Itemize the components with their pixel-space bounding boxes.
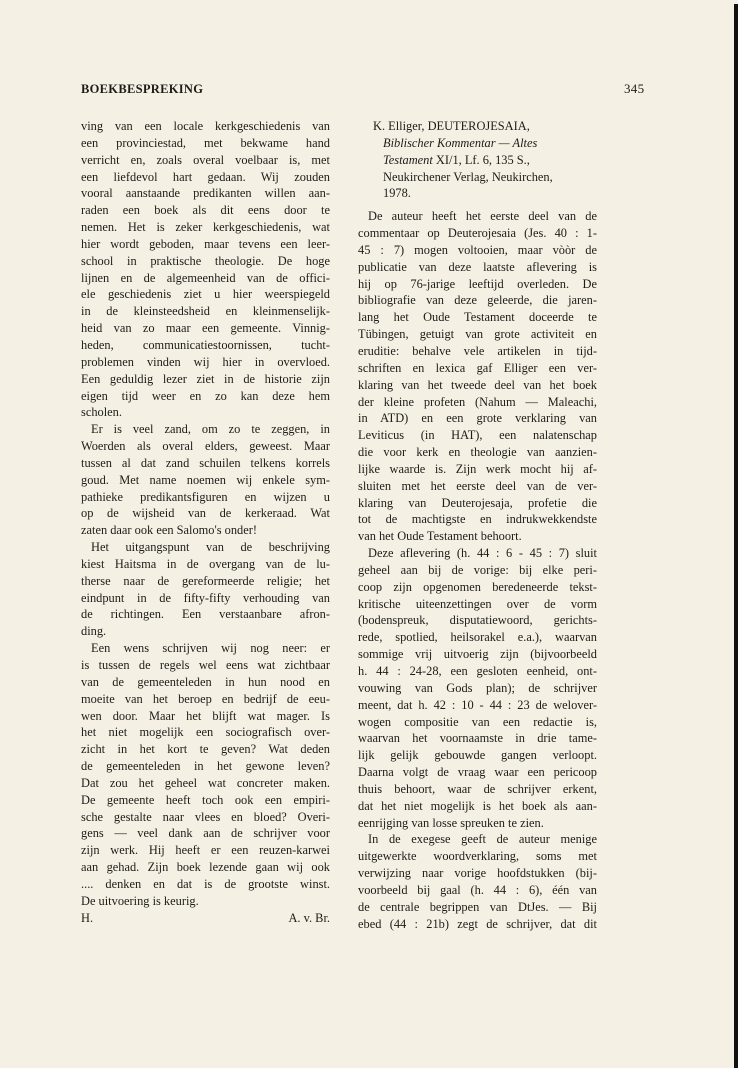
text-line: pathieke predikantsfiguren en wijzen u <box>81 489 330 504</box>
text-line: commentaar op Deuterojesaia (Jes. 40 : 1- <box>358 226 597 241</box>
reference-title: DEUTEROJESAIA, <box>427 119 530 133</box>
text-line: school in praktische theologie. De hoge <box>81 253 330 268</box>
text-line: lijke waarde is. Zijn werk mocht hij af- <box>358 461 597 476</box>
text-line: In de exegese geeft de auteur menige <box>368 832 597 847</box>
text-line: ving van een locale kerkgeschiedenis van <box>81 119 330 133</box>
text-line: rede, spotlied, heilsorakel e.a.), waarvan <box>358 630 597 645</box>
reference-line <box>373 135 597 152</box>
text-line: gens — veel dank aan de schrijver voor <box>81 826 330 841</box>
text-line: wogen compositie van een redactie is, <box>358 714 597 729</box>
text-line: Deze aflevering (h. 44 : 6 - 45 : 7) sluit <box>368 546 597 561</box>
text-line: raden een boek als dit eens door te <box>81 203 330 218</box>
text-line: kiest Haitsma in de overgang van de lu- <box>81 556 330 571</box>
text-line: nemen. Het is zeker kerkgeschiedenis, wat <box>81 220 330 235</box>
text-line: uitgewerkte woordverklaring, soms met <box>358 849 597 864</box>
text-line: lang het Oude Testament doceerde te <box>358 310 597 325</box>
text-line: problemen vinden wij hier in overvloed. <box>81 354 330 369</box>
text-line: sche gestalte naar vlees en bloed? Overi- <box>81 809 330 824</box>
text-line: voorbeeld bij gaal (h. 44 : 6), één van <box>358 882 597 897</box>
text-line: sluiten met het eerste deel van de ver- <box>358 478 597 493</box>
text-line: een liefdevol hart gedaan. Wij zouden <box>81 169 330 184</box>
signature <box>81 910 330 927</box>
text-line: eindpunt in de fifty-fifty verhouding van <box>81 590 330 605</box>
text-line: eigen tijd weer en zo kan deze hem <box>81 388 330 403</box>
reference-year: 1978. <box>383 186 411 201</box>
text-line: De gemeente heeft toch ook een empiri- <box>81 792 330 807</box>
text-line: scholen. <box>81 405 122 420</box>
text-line: in ATD) en een grote verklaring van <box>358 411 597 426</box>
text-line: zaten daar ook een Salomo's onder! <box>81 523 257 538</box>
reference-line <box>373 152 597 169</box>
text-line: Een wens schrijven wij nog neer: er <box>91 641 330 656</box>
text-line: klaring van Deuterojesaja, profetie die <box>358 495 597 510</box>
text-line: waarvan het voornaamste in drie tame- <box>358 731 597 746</box>
text-line: Een geduldig lezer ziet in de historie zijn <box>81 371 330 386</box>
text-line: coop zijn opgenomen beredeneerde tekst- <box>358 579 597 594</box>
text-line: heden, communicatiestoornissen, tucht- <box>81 337 330 352</box>
running-head: BOEKBESPREKING <box>81 82 204 96</box>
page-number: 345 <box>624 81 645 96</box>
text-line: lijnen en de algemeenheid van de offici- <box>81 270 330 285</box>
signature-author: A. v. Br. <box>288 910 330 925</box>
text-line: is tussen de regels wel eens wat zichtbaar <box>81 658 330 672</box>
text-line: Dat zou het geheel wat concreter maken. <box>81 775 330 790</box>
text-line: wen door. Maar het blijft wat mager. Is <box>81 708 330 723</box>
text-line: die voor kerk en theologie van aanzien- <box>358 445 597 460</box>
reference-series-2: Testament <box>383 152 433 167</box>
book-reference <box>358 118 597 202</box>
text-line: eenrijging van losse spreuken te zien. <box>358 815 544 830</box>
text-line: ele geschiedenis ziet u hier weerspiegeld <box>81 287 330 302</box>
text-line: ding. <box>81 624 107 639</box>
text-line: klaring van het tweede deel van het boek <box>358 377 597 392</box>
text-line: dat het niet mogelijk is het boek als aan- <box>358 798 597 813</box>
text-line: verwijzing naar vorige hoofdstukken (bij- <box>358 866 597 881</box>
text-line: zicht in het kort te geven? Wat deden <box>81 742 330 757</box>
text-line: verricht en, zoals overal voelbaar is, met <box>81 152 330 167</box>
text-line: lijk gelijk gebouwde gangen verloopt. <box>358 748 597 763</box>
text-line: van het Oude Testament behoort. <box>358 529 522 544</box>
reference-line <box>373 118 597 135</box>
text-line: meent, dat h. 42 : 10 - 44 : 23 de welover- <box>358 697 597 712</box>
text-line: op de wijsheid van de kerkeraad. Wat <box>81 506 330 521</box>
right-column <box>358 118 597 933</box>
text-line: De auteur heeft het eerste deel van de <box>368 209 597 224</box>
text-line: de richtingen. Een verstaanbare afron- <box>81 607 330 622</box>
text-line: van de gemeenteleden in hun nood en <box>81 674 330 689</box>
text-line: aan gehad. Zijn boek lezende gaan wij ook <box>81 860 330 875</box>
reference-volume: XI/1, Lf. 6, 135 S., <box>435 152 530 167</box>
text-line: schriften en lexica gaf Elliger een ver- <box>358 360 597 375</box>
text-line: Daarna volgt de vraag waar een pericoop <box>358 765 597 780</box>
text-line: zijn werk. Hij heeft er een reuzen-karwei <box>81 843 330 858</box>
text-line: 45 : 7) mogen voltooien, maar vòòr de <box>358 242 597 257</box>
signature-place: H. <box>81 910 94 925</box>
text-line: (bodenspreuk, disputatiewoord, gerichts- <box>358 613 597 628</box>
text-line: therse naar de gereformeerde religie; het <box>81 573 330 588</box>
reference-publisher: Neukirchener Verlag, Neukirchen, <box>383 169 553 184</box>
left-column <box>81 118 330 927</box>
text-line: Het uitgangspunt van de beschrijving <box>91 540 330 555</box>
text-line: heid van zo maar een gemeente. Vinnig- <box>81 321 330 336</box>
reference-author: K. Elliger, <box>373 119 425 133</box>
reference-series: Biblischer Kommentar — Altes <box>383 135 538 150</box>
text-line: h. 44 : 24-28, een gesloten eenheid, ont- <box>358 664 597 678</box>
text-line: goud. Met name noemen wij enkele sym- <box>81 472 330 487</box>
text-line: De uitvoering is keurig. <box>81 893 199 908</box>
page-edge-shadow <box>734 4 738 1068</box>
text-line: hier wordt geboden, maar tevens een leer- <box>81 236 330 251</box>
text-line: thuis behoort, waar de schrijver erkent, <box>358 781 597 796</box>
text-line: een provinciestad, met bekwame hand <box>81 135 330 150</box>
text-line: kritische uiteenzettingen over de vorm <box>358 596 597 611</box>
text-line: tussen al dat zand schuilen telkens korrels <box>81 455 330 470</box>
text-line: Woerden als overal elders, geweest. Maar <box>81 439 330 454</box>
text-line: het niet mogelijk een sociografisch over- <box>81 725 330 740</box>
text-line: de centrale begrippen van DtJes. — Bij <box>358 899 597 914</box>
text-line: vooral aanstaande predikanten willen aan- <box>81 186 330 201</box>
text-line: sommige vrij uitvoerig zijn (bijvoorbeeld <box>358 647 597 662</box>
text-line: bibliografie van deze geleerde, die jaren- <box>358 293 597 308</box>
text-line: moeite van het beroep en bedrijf de eeu- <box>81 691 330 706</box>
text-line: de gemeenteleden in het gewone leven? <box>81 759 330 774</box>
text-line: der kleine profeten (Nahum — Maleachi, <box>358 394 597 409</box>
text-line: geheel aan bij de vorige: bij elke peri- <box>358 562 597 577</box>
text-line: .... denken en dat is de grootste winst. <box>81 876 330 891</box>
text-line: tot de machtigste en indrukwekkendste <box>358 512 597 527</box>
text-line: vouwing van Gods plan); de schrijver <box>358 680 597 695</box>
text-line: Tübingen, getuigt van grote activiteit en <box>358 327 597 342</box>
text-line: in de kleinsteedsheid en kleinmenselijk- <box>81 304 330 319</box>
text-line: eruditie: behalve vele artikelen in tijd- <box>358 343 597 358</box>
text-line: Leviticus (in HAT), een nalatenschap <box>358 428 597 443</box>
text-line: ebed (44 : 21b) zegt de schrijver, dat dit <box>358 916 597 931</box>
text-line: hij op 76-jarige leeftijd overleden. De <box>358 276 597 291</box>
text-line: publicatie van deze laatste aflevering is <box>358 259 597 274</box>
text-line: Er is veel zand, om zo te zeggen, in <box>91 422 330 437</box>
